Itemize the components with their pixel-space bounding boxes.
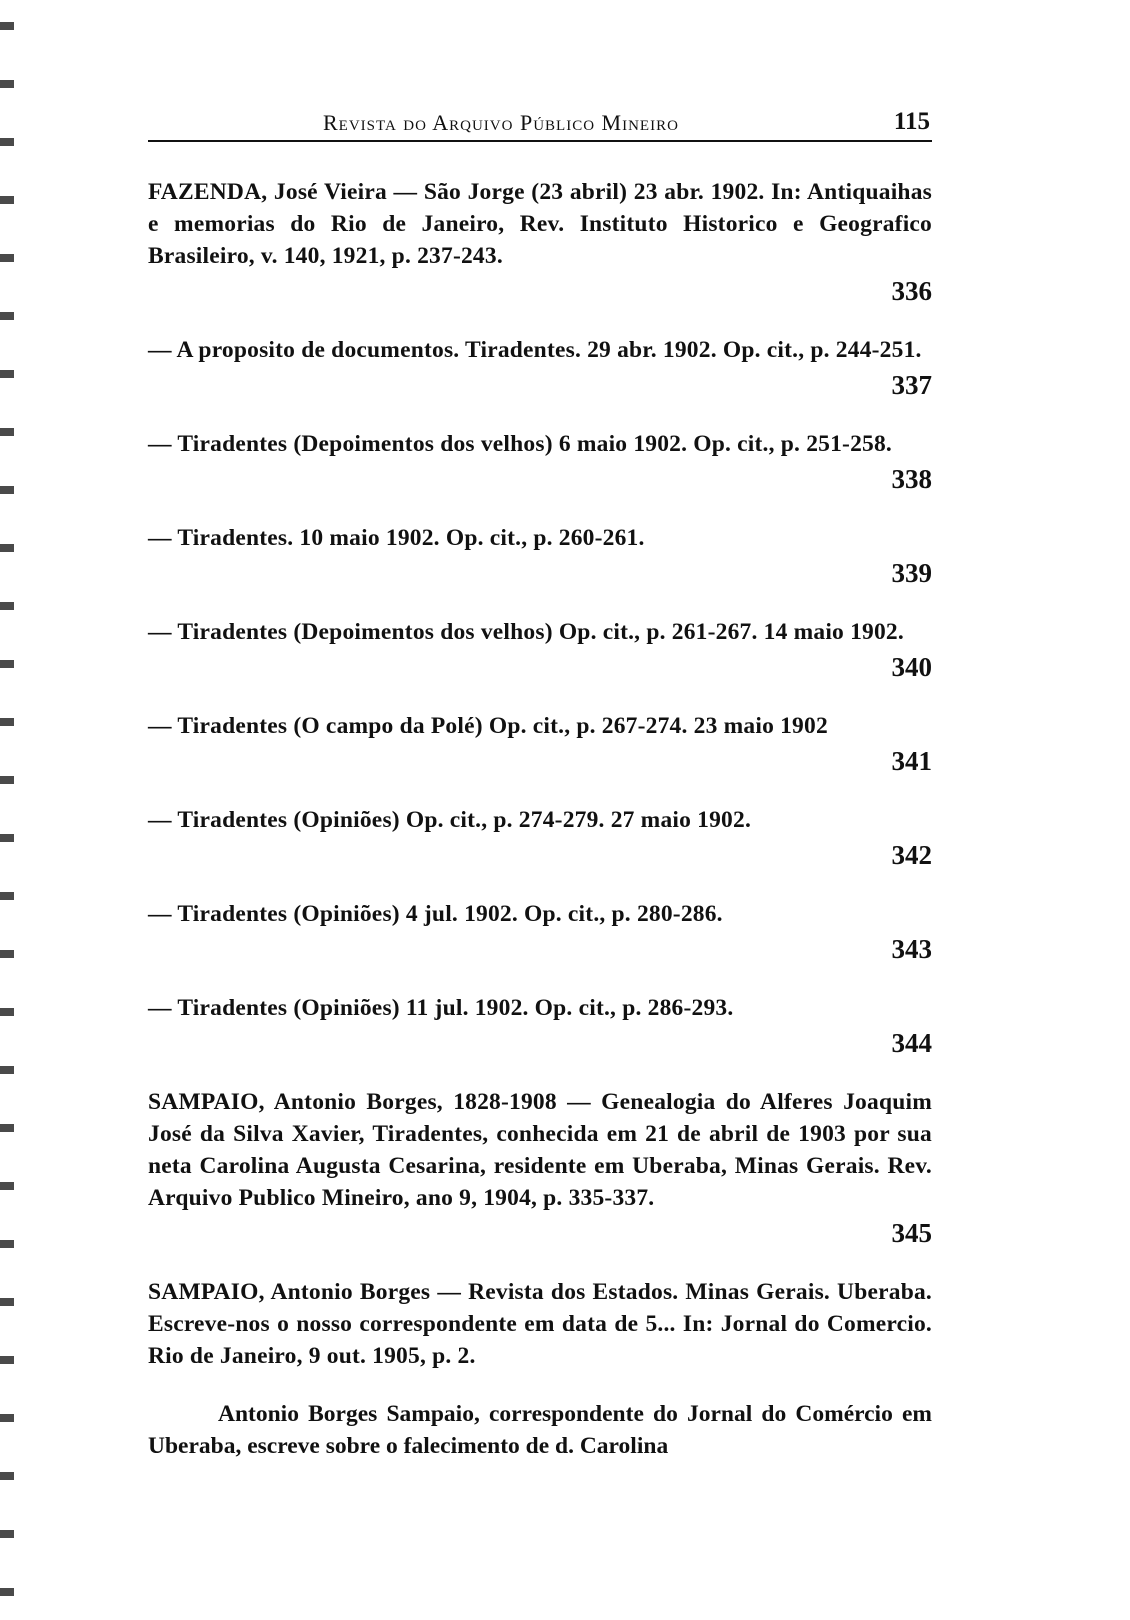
entry-text: — Tiradentes (Opiniões) 4 jul. 1902. Op. cit., p. 280-286.: [148, 901, 723, 927]
bibliography-entry: [148, 176, 932, 308]
entry-text: — Tiradentes (Depoimentos dos velhos) 6 maio 1902. Op. cit., p. 251-258.: [148, 431, 893, 457]
bibliography-entry: [148, 1276, 932, 1372]
page-number: 115: [893, 108, 930, 135]
entry-number: 339: [891, 558, 932, 588]
bibliography-entry: [148, 428, 932, 496]
bibliography-entry: [148, 710, 932, 778]
bibliography-entry: [148, 522, 932, 590]
bibliography-entry: [148, 898, 932, 966]
bibliography-entry: [148, 616, 932, 684]
entry-text: — Tiradentes (Opiniões) Op. cit., p. 274-279. 27 maio 1902.: [148, 807, 752, 833]
entry-text: — A proposito de documentos. Tiradentes. 29 abr. 1902. Op. cit., p. 244-251.: [148, 337, 922, 363]
entry-text: — Tiradentes. 10 maio 1902. Op. cit., p. 260-261.: [148, 525, 645, 551]
entry-number: 341: [891, 746, 932, 776]
entry-number: 345: [891, 1218, 932, 1248]
entry-number: 337: [891, 370, 932, 400]
entry-number: 340: [891, 652, 932, 682]
entry-text: — Tiradentes (Depoimentos dos velhos) Op. cit., p. 261-267. 14 maio 1902.: [148, 619, 904, 645]
bibliography-entries: [148, 176, 932, 1372]
entry-text: — Tiradentes (Opiniões) 11 jul. 1902. Op. cit., p. 286-293.: [148, 995, 734, 1021]
binding-edge: [0, 0, 14, 1620]
bibliography-entry: [148, 804, 932, 872]
entry-number: 343: [891, 934, 932, 964]
entry-text: SAMPAIO, Antonio Borges, 1828-1908 — Genealogia do Alferes Joaquim José da Silva Xavier, Tiradentes, conhecida em 21 de abril de 1903 por sua neta Carolina Augusta Cesarina, residente em Uberaba, Minas Gerais. Rev. Arquivo Publico Mineiro, ano 9, 1904, p. 335-337.: [148, 1089, 932, 1211]
entry-number: 336: [891, 276, 932, 306]
document-page: [148, 100, 932, 1462]
entry-number: 344: [891, 1028, 932, 1058]
closing-paragraph: Antonio Borges Sampaio, correspondente do Jornal do Comércio em Uberaba, escreve sobre o falecimento de d. Carolina: [148, 1401, 932, 1459]
entry-text: FAZENDA, José Vieira — São Jorge (23 abril) 23 abr. 1902. In: Antiquaihas e memorias do Rio de Janeiro, Rev. Instituto Historico e Geografico Brasileiro, v. 140, 1921, p. 237-243.: [148, 179, 932, 269]
entry-number: 338: [891, 464, 932, 494]
bibliography-entry: [148, 334, 932, 402]
running-title: Revista do Arquivo Público Mineiro: [323, 110, 679, 135]
entry-text: SAMPAIO, Antonio Borges — Revista dos Estados. Minas Gerais. Uberaba. Escreve-nos o nosso correspondente em data de 5... In: Jornal do Comercio. Rio de Janeiro, 9 out. 1905, p. 2.: [148, 1279, 932, 1369]
bibliography-entry: [148, 1086, 932, 1250]
page-header: [148, 100, 932, 142]
bibliography-entry: [148, 992, 932, 1060]
entry-text: — Tiradentes (O campo da Polé) Op. cit., p. 267-274. 23 maio 1902: [148, 713, 828, 739]
entry-number: 342: [891, 840, 932, 870]
